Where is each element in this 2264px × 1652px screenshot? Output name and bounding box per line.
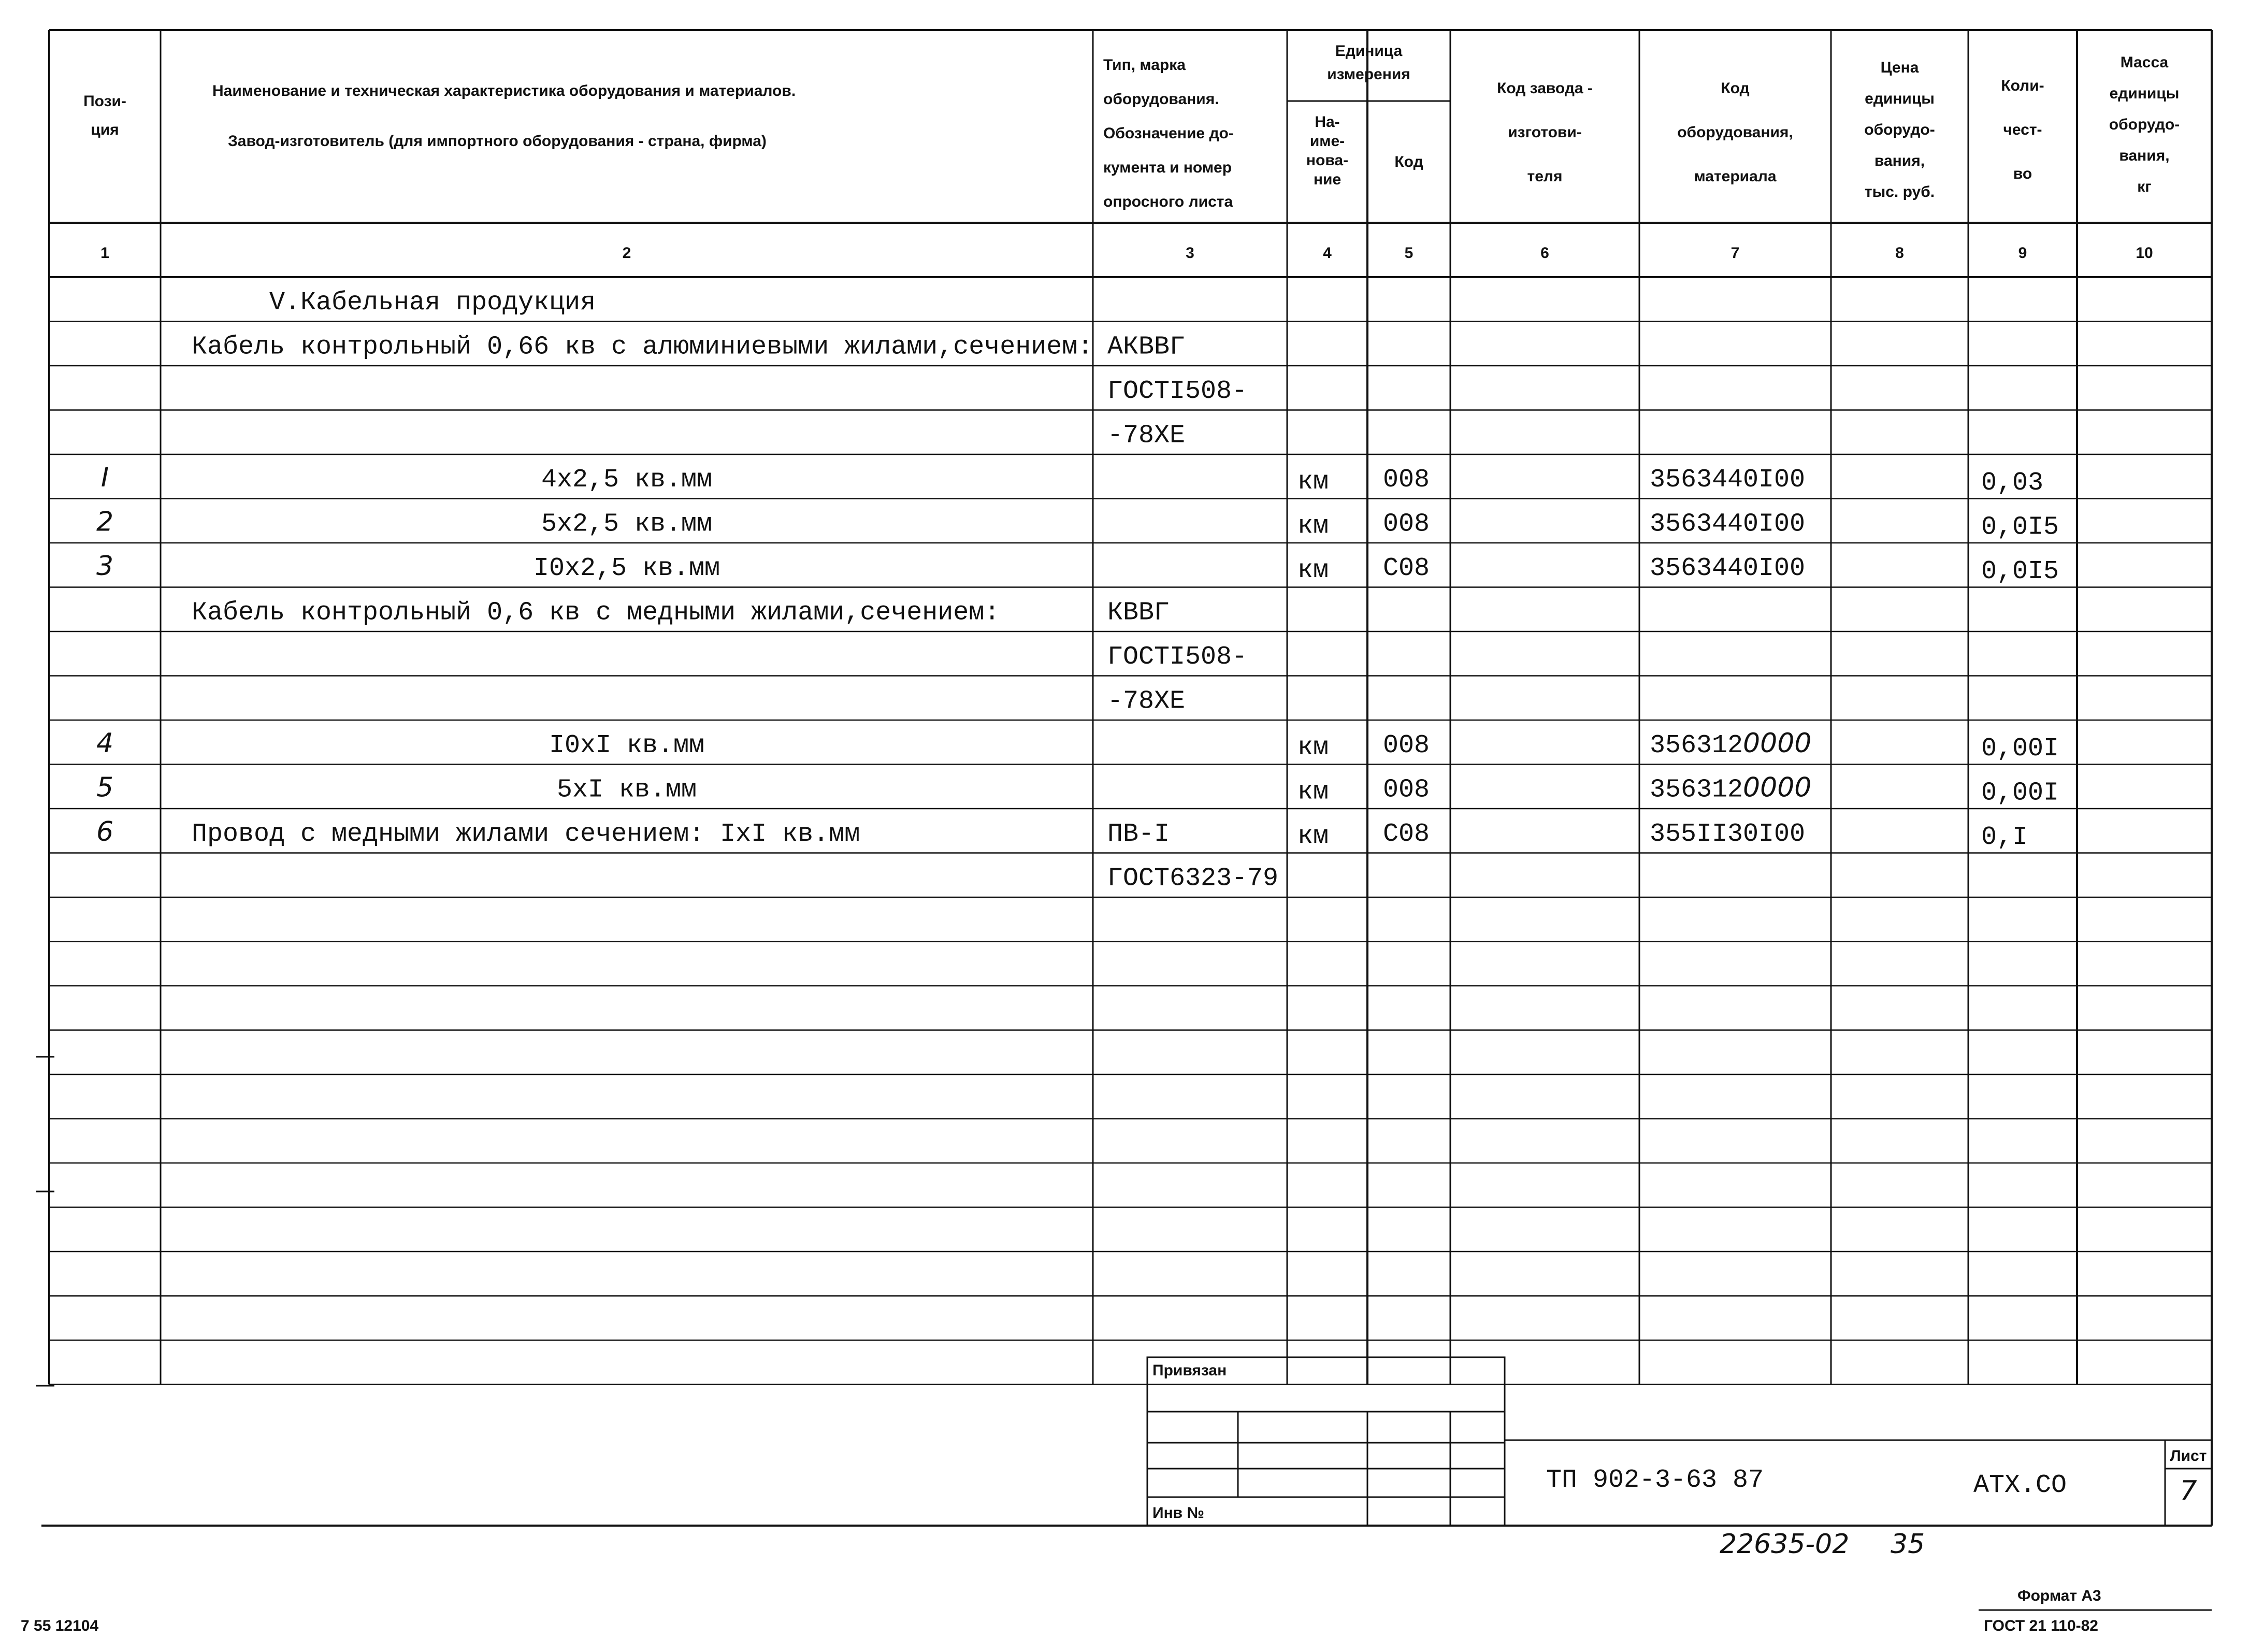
header-unit-name: На-: [1315, 113, 1340, 131]
row-name: I0х2,5 кв.мм: [533, 554, 720, 583]
header-price: вания,: [1874, 152, 1925, 169]
row-quantity: 0,I: [1981, 823, 2028, 852]
header-unit-group: Единица: [1335, 42, 1403, 60]
row-type: ГОСТI508-: [1107, 377, 1248, 406]
row-type: КВВГ: [1107, 598, 1170, 628]
row-name: 5хI кв.мм: [556, 775, 697, 805]
header-quantity: во: [2013, 165, 2032, 182]
header-equipment-code: материала: [1694, 168, 1777, 185]
row-unit-code: 008: [1383, 465, 1430, 495]
header-unit-name: нова-: [1306, 152, 1349, 169]
gost-label: ГОСТ 21 110-82: [1984, 1617, 2098, 1634]
row-unit-code: С08: [1383, 554, 1430, 583]
column-number: 4: [1323, 245, 1332, 262]
row-position: I: [100, 462, 109, 493]
column-number: 1: [100, 245, 109, 262]
sheet-number: 7: [2180, 1475, 2197, 1506]
table-header: [83, 42, 2180, 210]
table-grid: [36, 30, 2212, 1526]
header-price: оборудо-: [1864, 121, 1935, 138]
header-unit-name: ние: [1313, 171, 1342, 188]
row-equipment-code: 3563440I00: [1650, 554, 1806, 583]
row-quantity: 0,0I5: [1981, 512, 2059, 542]
row-unit: км: [1297, 556, 1329, 585]
header-factory-code: теля: [1527, 168, 1563, 185]
row-equipment-code: 3563120000: [1650, 728, 1812, 760]
row-name: Кабель контрольный 0,66 кв с алюминиевыми жилами,сечением:: [192, 332, 1093, 362]
row-name: 4х2,5 кв.мм: [541, 465, 713, 495]
print-code: 7 55 12104: [21, 1617, 99, 1634]
row-equipment-code: 3563440I00: [1650, 509, 1806, 539]
row-type: ПВ-I: [1107, 820, 1170, 849]
column-number: 5: [1404, 245, 1414, 262]
header-position: ция: [91, 121, 119, 138]
row-unit-code: 008: [1383, 775, 1430, 805]
table-body: [96, 288, 2059, 894]
header-price: единицы: [1865, 90, 1935, 107]
header-mass: единицы: [2109, 85, 2180, 102]
row-position: 4: [96, 728, 114, 759]
project-code: ТП 902-3-63 87: [1546, 1466, 1764, 1495]
row-unit: км: [1297, 733, 1329, 763]
row-position: 6: [96, 816, 114, 847]
format-label: Формат А3: [2017, 1587, 2101, 1604]
title-block: [1147, 1357, 2212, 1526]
row-quantity: 0,0I5: [1981, 557, 2059, 586]
row-unit-code: 008: [1383, 509, 1430, 539]
header-factory-code: изготови-: [1508, 124, 1582, 141]
header-mass: оборудо-: [2109, 116, 2180, 133]
header-quantity: чест-: [2003, 121, 2042, 138]
column-number: 3: [1186, 245, 1194, 262]
header-mass: вания,: [2119, 147, 2170, 164]
row-name: Провод с медными жилами сечением: IхI кв.мм: [192, 820, 860, 849]
row-type: -78ХЕ: [1107, 686, 1186, 716]
footer: [21, 1529, 2212, 1634]
header-name-line2: Завод-изготовитель (для импортного оборудования - страна, фирма): [228, 133, 767, 150]
row-equipment-code: 355II30I00: [1650, 820, 1806, 849]
row-equipment-code: 3563120000: [1650, 772, 1812, 805]
row-type: ГОСТI508-: [1107, 642, 1248, 672]
row-quantity: 0,03: [1981, 468, 2044, 498]
header-unit-code: Код: [1394, 153, 1423, 170]
row-unit: км: [1297, 822, 1329, 851]
sheet-label: Лист: [2170, 1447, 2207, 1464]
header-position: Пози-: [83, 93, 126, 110]
header-type: кумента и номер: [1103, 159, 1232, 176]
column-number: 6: [1540, 245, 1549, 262]
row-quantity: 0,00I: [1981, 778, 2059, 808]
row-unit-code: С08: [1383, 820, 1430, 849]
row-position: 2: [96, 506, 114, 538]
header-equipment-code: оборудования,: [1677, 124, 1793, 141]
header-price: Цена: [1880, 59, 1919, 76]
header-unit-name: име-: [1309, 133, 1345, 150]
row-type: АКВВГ: [1107, 332, 1186, 362]
header-quantity: Коли-: [2001, 77, 2044, 94]
row-position: 3: [96, 551, 114, 582]
column-number: 7: [1731, 245, 1740, 262]
column-number-row: [100, 245, 2153, 262]
row-name: 5х2,5 кв.мм: [541, 509, 713, 539]
column-number: 9: [2018, 245, 2027, 262]
archive-number: 22635-02: [1720, 1529, 1850, 1560]
column-number: 10: [2136, 245, 2153, 262]
header-type: оборудования.: [1103, 91, 1219, 108]
row-type: ГОСТ6323-79: [1107, 864, 1279, 894]
document-code: АТХ.СО: [1973, 1471, 2067, 1500]
column-number: 8: [1895, 245, 1904, 262]
header-type: опросного листа: [1103, 193, 1233, 210]
page-number: 35: [1891, 1529, 1925, 1560]
row-name: Кабель контрольный 0,6 кв с медными жилами,сечением:: [192, 598, 1000, 628]
row-type: -78ХЕ: [1107, 421, 1186, 451]
header-equipment-code: Код: [1721, 80, 1750, 97]
header-factory-code: Код завода -: [1497, 80, 1593, 97]
privyazan-label: Привязан: [1152, 1362, 1227, 1379]
header-name-line1: Наименование и техническая характеристика оборудования и материалов.: [212, 82, 796, 99]
column-number: 2: [622, 245, 631, 262]
row-unit: км: [1297, 467, 1329, 497]
row-equipment-code-hand: 0000: [1743, 728, 1812, 759]
header-type: Обозначение до-: [1103, 125, 1234, 142]
header-price: тыс. руб.: [1864, 183, 1935, 200]
row-equipment-code: 3563440I00: [1650, 465, 1806, 495]
header-mass: Масса: [2120, 54, 2169, 71]
row-unit: км: [1297, 777, 1329, 807]
row-unit: км: [1297, 511, 1329, 541]
section-title: V.Кабельная продукция: [269, 288, 596, 318]
header-unit-group: измерения: [1327, 66, 1410, 83]
header-mass: кг: [2137, 178, 2152, 195]
row-position: 5: [96, 772, 114, 803]
row-unit-code: 008: [1383, 731, 1430, 760]
inventory-label: Инв №: [1152, 1504, 1204, 1521]
row-quantity: 0,00I: [1981, 734, 2059, 764]
row-name: I0хI кв.мм: [549, 731, 705, 760]
header-type: Тип, марка: [1103, 56, 1186, 74]
row-equipment-code-hand: 0000: [1743, 772, 1812, 803]
